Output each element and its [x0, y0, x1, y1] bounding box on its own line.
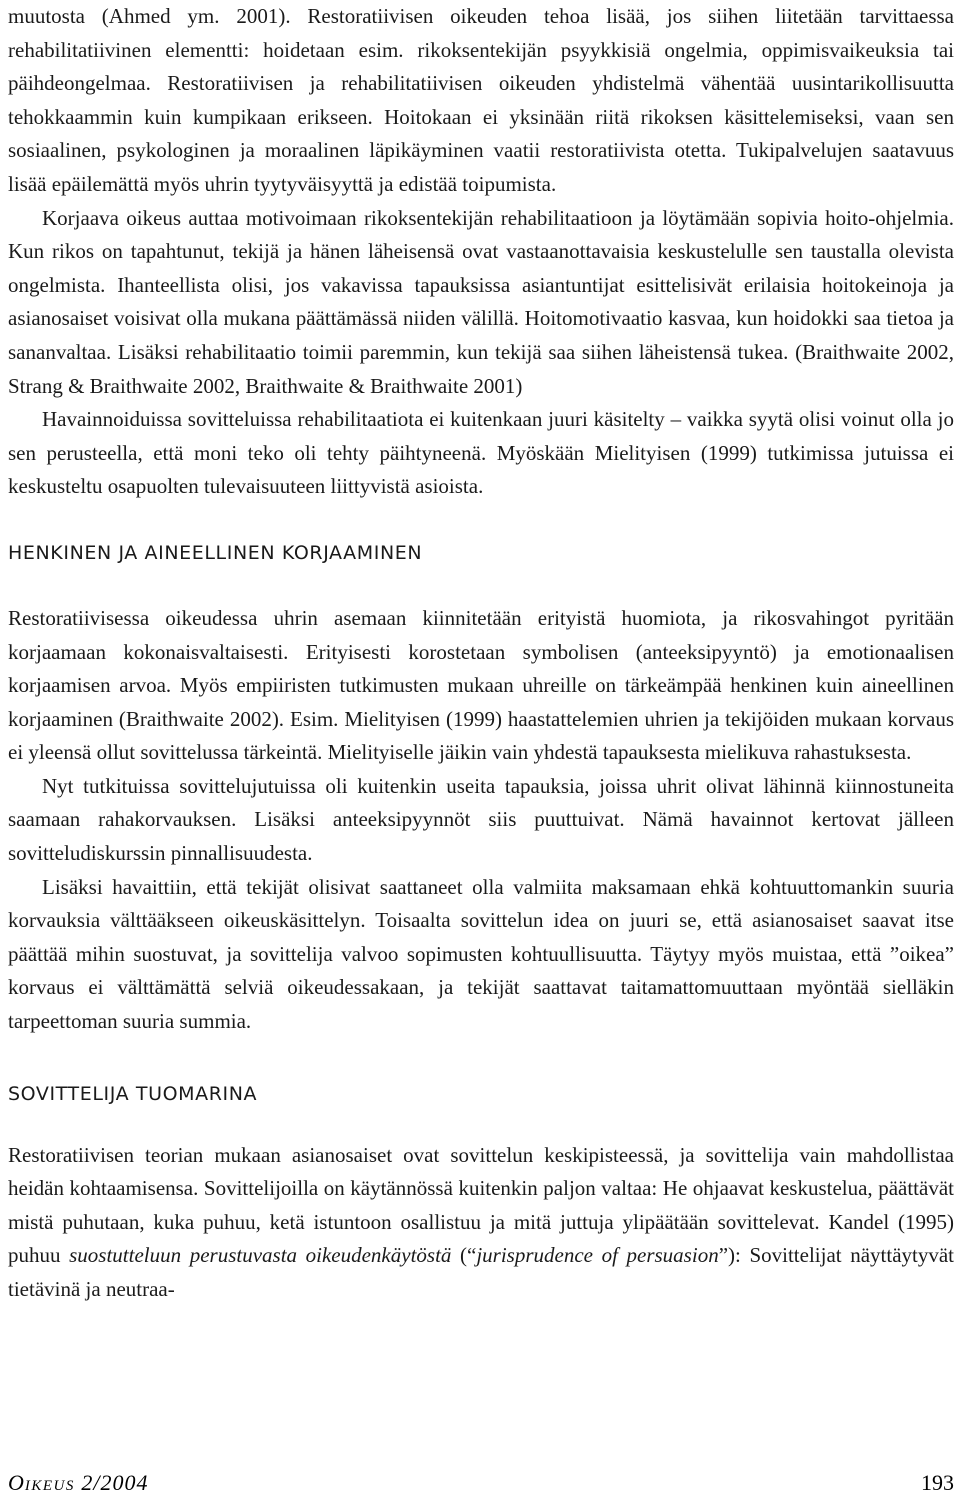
journal-issue: 2/2004	[74, 1470, 149, 1495]
page-number: 193	[921, 1470, 954, 1495]
page-footer	[8, 1470, 954, 1504]
body-paragraph: Restoratiivisessa oikeudessa uhrin asemaan kiinnitetään erityistä huomiota, ja rikosvahingot pyritään korjaamaan kokonaisvaltaisesti. Erityisesti korostetaan symbolisen (anteeksipyyntö) ja emotionaalisen korjaamisen arvoa. Myös empiiristen tutkimusten mukaan uhreille on tärkeämpää henkinen kuin aineellinen korjaaminen (Braithwaite 2002). Esim. Mielityisen (1999) haastattelemien uhrien ja tekijöiden mukaan korvaus ei yleensä ollut sovittelussa tärkeintä. Mielityiselle jäikin vain yhdestä tapauksesta mielikuva rahastuksesta.	[8, 605, 954, 765]
section-heading: HENKINEN JA AINEELLINEN KORJAAMINEN	[8, 541, 423, 564]
body-text: (“	[451, 1243, 477, 1268]
body-paragraph: Nyt tutkituissa sovittelujutuissa oli kuitenkin useita tapauksia, joissa uhrit olivat lähinnä kiinnostuneita saamaan rahakorvauksen. Lisäksi anteeksipyynnöt siis puuttuivat. Nämä havainnot kertovat jälleen sovitteludiskurssin pinnallisuudesta.	[8, 773, 954, 866]
body-paragraph: Havainnoiduissa sovitteluissa rehabilitaatiota ei kuitenkaan juuri käsitelty – vaikka syytä olisi voinut olla jo sen perusteella, että moni teko oli tehty päihtyneenä. Myöskään Mielityisen (1999) tutkimissa jutuissa ei keskusteltu osapuolten tulevaisuuteen liittyvistä asioista.	[8, 407, 954, 499]
body-paragraph: muutosta (Ahmed ym. 2001). Restoratiivisen oikeuden tehoa lisää, jos siihen liitetään tarvittaessa rehabilitatiivinen elementti: hoidetaan esim. rikoksentekijän psyykkisiä ongelmia, oppimisvaikeuksia tai päihdeongelmaa. Restoratiivisen ja rehabilitatiivisen oikeuden yhdistelmä vähentää uusintarikollisuutta tehokkaammin kuin kumpikaan erikseen. Hoitokaan ei yksinään riitä rikoksen käsittelemiseksi, vaan sen sosiaalinen, psykologinen ja moraalinen läpikäyminen vaatii restoratiivista otetta. Tukipalvelujen saatavuus lisää epäilemättä myös uhrin tyytyväisyyttä ja edistää toipumista.	[8, 4, 954, 196]
italic-term: suostutteluun perustuvasta oikeudenkäytöstä	[69, 1243, 452, 1268]
article-page	[8, 0, 954, 1307]
journal-title	[8, 1470, 149, 1496]
section-heading: SOVITTELIJA TUOMARINA	[8, 1082, 258, 1105]
body-paragraph: Lisäksi havaittiin, että tekijät olisivat saattaneet olla valmiita maksamaan ehkä kohtuuttomankin suuria korvauksia välttääkseen oikeuskäsittelyn. Toisaalta sovittelun idea on juuri se, että asianosaiset saavat itse päättää mihin suostuvat, ja sovittelija valvoo sopimusten kohtuullisuutta. Täytyy myös muistaa, että ”oikea” korvaus ei välttämättä selviä oikeudessakaan, ja tekijät saattavat taitamattomuuttaan myöntää sielläkin tarpeettoman suuria summia.	[8, 874, 954, 1034]
body-paragraph: Korjaava oikeus auttaa motivoimaan rikoksentekijän rehabilitaatioon ja löytämään sopivia hoito-ohjelmia. Kun rikos on tapahtunut, tekijä ja hänen läheisensä ovat vastaanottavaisia keskustelulle sen taustalla olevista ongelmista. Ihanteellista olisi, jos vakavissa tapauksissa asiantuntijat esittelisivät erilaisia hoitokeinoja ja asianosaiset voisivat olla mukana päättämässä niiden välillä. Hoitomotivaatio kasvaa, kun hoidokki saa tietoa ja sananvaltaa. Lisäksi rehabilitaatio toimii paremmin, kun tekijä saa siihen läheistensä tukea. (Braithwaite 2002, Strang & Braithwaite 2002, Braithwaite & Braithwaite 2001)	[8, 205, 954, 398]
journal-name-rest: IKEUS	[24, 1478, 75, 1494]
journal-initial: O	[8, 1470, 25, 1495]
body-text: ”): Sovittelijat näyttäytyvät tietävinä ja neutraa-	[8, 1243, 955, 1301]
italic-term: jurisprudence of persuasion	[476, 1243, 719, 1268]
body-text: Restoratiivisen teorian mukaan asianosaiset ovat sovittelun keskipisteessä, ja sovittelija vain mahdollistaa heidän kohtaamisensa. Sovittelijoilla on käytännössä kuitenkin paljon valtaa: He ohjaavat keskustelua, päättävät mistä puhutaan, kuka puhuu, ketä istuntoon osallistuu ja mitä juttuja ylipäätään sovittelevat. Kandel (1995) puhuu	[8, 1142, 954, 1268]
body-paragraph	[8, 1139, 954, 1307]
